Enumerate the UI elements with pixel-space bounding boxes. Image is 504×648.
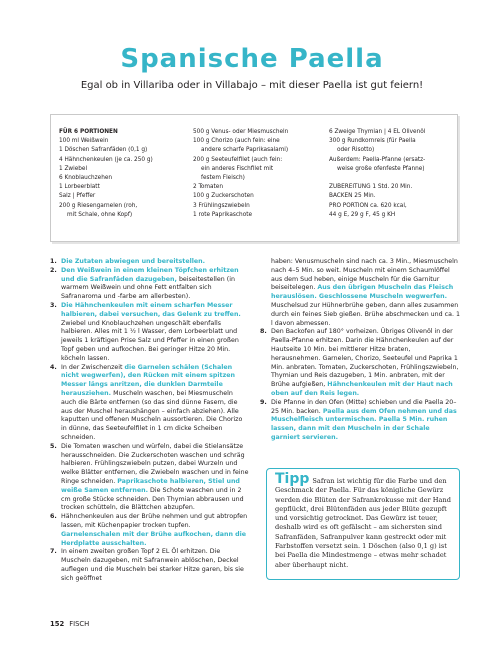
ingredient-line: 100 g Zuckerschoten xyxy=(193,191,254,200)
step-text: Die Pfanne in den Ofen (Mitte) schieben und die Paella 20–25 Min. backen. xyxy=(271,398,457,415)
step-highlight: die Garnelen schälen (Schalen nicht wegwerfen), den Rücken mit einem spitzen Messer längs anritzen, die dunklen Darmteile herausziehen. xyxy=(61,363,235,397)
steps-right xyxy=(260,258,460,443)
step-text: Muschelsud zur Hühnerbrühe geben, dann alles zusammen durch ein feines Sieb gießen. Brühe abschmecken und ca. 1 l davon abmessen. xyxy=(271,301,460,327)
step-number: 9. xyxy=(260,398,267,406)
step-item xyxy=(50,267,250,302)
step-number: 5. xyxy=(50,442,57,450)
ingredient-line: 300 g Rundkornreis (für Paella xyxy=(329,136,416,145)
ingredient-line: Salz | Pfeffer xyxy=(59,191,96,200)
step-highlight: Paprikaschote halbieren, Stiel und weiße Samen entfernen. xyxy=(61,477,240,494)
step-number: 1. xyxy=(50,258,57,265)
step-number: 4. xyxy=(50,363,57,371)
ingredient-line: PRO PORTION ca. 620 kcal, xyxy=(329,200,407,209)
ingredient-line: ZUBEREITUNG 1 Std. 20 Min. xyxy=(329,182,413,191)
step-number: 8. xyxy=(260,328,267,336)
tip-content xyxy=(275,471,453,570)
ingredient-line: 3 Frühlingszwiebeln xyxy=(193,200,250,209)
step-number: 7. xyxy=(50,548,57,556)
page-title: Spanische Paella xyxy=(120,44,384,74)
ingredient-line: 1 Zwiebel xyxy=(59,163,88,172)
step-highlight: Garnelenschalen mit der Brühe aufkochen, dann die Herdplatte ausschalten. xyxy=(61,530,247,547)
ingredient-line: ein anderes Fischfilet mit xyxy=(201,163,274,172)
step-item xyxy=(50,513,250,548)
ingredients-column-1 xyxy=(59,127,187,219)
ingredient-line: 44 g E, 29 g F, 45 g KH xyxy=(329,209,396,218)
tip-box xyxy=(266,468,460,580)
ingredient-line: 200 g Seeteufelfilet (auch fein: xyxy=(193,154,283,163)
ingredient-line: festem Fleisch) xyxy=(201,173,245,182)
page-number: 152 xyxy=(50,620,65,628)
ingredients-column-3 xyxy=(329,127,457,219)
ingredient-line: Außerdem: Paella-Pfanne (ersatz- xyxy=(329,154,426,163)
section-name: FISCH xyxy=(69,620,90,628)
spacer xyxy=(329,173,457,182)
steps-left xyxy=(50,258,250,583)
page-footer xyxy=(50,620,89,628)
step-item xyxy=(260,328,460,398)
tip-label: Tipp xyxy=(275,471,310,487)
ingredient-line: 4 Hähnchenkeulen (je ca. 250 g) xyxy=(59,154,153,163)
step-highlight: Hähnchenkeulen mit der Haut nach oben auf den Reis legen. xyxy=(271,381,453,397)
step-item xyxy=(260,399,460,443)
ingredient-line: 500 g Venus- oder Miesmuscheln xyxy=(193,127,289,135)
ingredient-line: FÜR 6 PORTIONEN xyxy=(59,127,118,135)
ingredient-line: andere scharfe Paprikasalami) xyxy=(201,145,289,154)
step-number: 6. xyxy=(50,513,57,521)
step-text: Muscheln waschen, bei Miesmuscheln auch die Bärte entfernen (so das sind dünne Fasern, die aus der Muschel heraushängen – einfach abziehen). Alle kaputten und offenen Muscheln aussortieren. Die Chorizo in dünne, das Seeteufelfilet in 1 cm dicke Scheiben schneiden. xyxy=(61,389,243,441)
step-text: In einem zweiten großen Topf 2 EL Öl erhitzen. Die Muscheln dazugeben, mit Safranwein ablöschen, Deckel auflegen und die Muscheln bei starker Hitze garen, bis sie sich geöffnet xyxy=(61,548,244,582)
ingredient-line: 1 Lorbeerblatt xyxy=(59,182,100,191)
step-text: Den Backofen auf 180° vorheizen. Übriges Olivenöl in der Paella-Pfanne erhitzen. Darin die Hähnchenkeulen auf der Hautseite 10 Min. bei mittlerer Hitze braten, herausnehmen. Garnelen, Chorizo, Seeteufel und Paprika 1 Min. anbraten. Tomaten, Zuckerschoten, Frühlingszwiebeln, Thymian und Reis dazugeben, 1 Min. anbraten, mit der Brühe aufgießen, xyxy=(271,328,459,389)
ingredient-line: weise große ofenfeste Pfanne) xyxy=(337,163,425,172)
ingredients-box xyxy=(50,114,458,242)
ingredient-line: BACKEN 25 Min. xyxy=(329,191,376,200)
step-item xyxy=(50,548,250,583)
ingredient-line: 100 ml Weißwein xyxy=(59,136,109,145)
step-text: Die Schote waschen und in 2 cm große Stücke schneiden. Den Thymian abbrausen und trocken schütteln, die Blättchen abzupfen. xyxy=(61,486,244,512)
step-item xyxy=(260,258,460,328)
step-item xyxy=(50,364,250,443)
ingredient-line: oder Risotto) xyxy=(337,145,375,154)
tip-text: Safran ist wichtig für die Farbe und den Geschmack der Paella. Für das königliche Gewürz werden die Blüten der Safrankrokusse mit der Hand gepflückt, drei Blütenfäden aus jeder Blüte gezupft und vorsichtig getrocknet. Das Gewürz ist teuer, deshalb wird es oft gefälscht – am sichersten sind Safranfäden, Safranpulver kann gestreckt oder mit Farbstoffen versetzt sein. 1 Döschen (also 0,1 g) ist bei Paella die Mindestmenge – etwas mehr schadet aber überhaupt nicht. xyxy=(275,477,451,569)
step-item xyxy=(50,258,250,267)
ingredient-line: 1 rote Paprikaschote xyxy=(193,209,253,218)
step-item xyxy=(50,443,250,513)
ingredient-line: 100 g Chorizo (auch fein: eine xyxy=(193,136,280,145)
step-highlight: Die Zutaten abwiegen und bereitstellen. xyxy=(61,258,206,265)
ingredient-line: 6 Knoblauchzehen xyxy=(59,173,113,182)
step-text: Hähnchenkeulen aus der Brühe nehmen und gut abtropfen lassen, mit Küchenpapier trocken tupfen. xyxy=(61,513,248,529)
ingredient-line: 6 Zweige Thymian | 4 EL Olivenöl xyxy=(329,127,426,135)
ingredient-line: mit Schale, ohne Kopf) xyxy=(67,209,133,218)
ingredient-line: 2 Tomaten xyxy=(193,182,223,191)
step-text: Zwiebel und Knoblauchzehen ungeschält ebenfalls halbieren. Alles mit 1 ½ l Wasser, dem Lorbeerblatt und jeweils 1 kräftigen Prise Salz und Pfeffer in einen großen Topf geben und aufkochen. Bei geringer Hitze 20 Min. köcheln lassen. xyxy=(61,319,239,362)
step-text: Die Tomaten waschen und würfeln, dabei die Stielansätze herausschneiden. Die Zuckerschoten waschen und schräg halbieren. Frühlingszwiebeln putzen, dabei Wurzeln und welke Blätter entfernen, die Zwiebeln waschen und in feine Ringe schneiden. xyxy=(61,442,249,485)
step-text: haben: Venusmuscheln sind nach ca. 3 Min., Miesmuscheln nach 4–5 Min. so weit. Muscheln mit einem Schaumlöffel aus dem Sud heben, einige Muscheln für die Garnitur beiseitelegen. xyxy=(271,258,458,292)
ingredient-line: 1 Döschen Safranfäden (0,1 g) xyxy=(59,145,148,154)
ingredients-column-2 xyxy=(193,127,323,219)
step-highlight: Aus den übrigen Muscheln das Fleisch herauslösen. Geschlossene Muscheln wegwerfen. xyxy=(271,284,454,301)
step-highlight: Die Hähnchenkeulen mit einem scharfen Messer halbieren, dabei versuchen, das Gelenk zu treffen. xyxy=(61,301,241,318)
step-number: 2. xyxy=(50,266,57,274)
step-text: beiseitestellen (in warmem Weißwein und ohne Fett entfalten sich Safranaroma und -farbe am allerbesten). xyxy=(61,275,235,301)
page-subtitle: Egal ob in Villariba oder in Villabajo – mit dieser Paella ist gut feiern! xyxy=(80,80,424,91)
ingredient-line: 200 g Riesengarnelen (roh, xyxy=(59,200,138,209)
step-text: In der Zwischenzeit xyxy=(61,363,125,371)
step-highlight: Den Weißwein in einem kleinen Töpfchen erhitzen und die Safranfäden dazugeben, xyxy=(61,266,239,283)
step-item xyxy=(50,302,250,364)
step-highlight: Paella aus dem Ofen nehmen und das Muschelfleisch untermischen. Paella 5 Min. ruhen lassen, dann mit den Muscheln in der Schale garniert servieren. xyxy=(271,407,457,441)
step-number: 3. xyxy=(50,301,57,309)
